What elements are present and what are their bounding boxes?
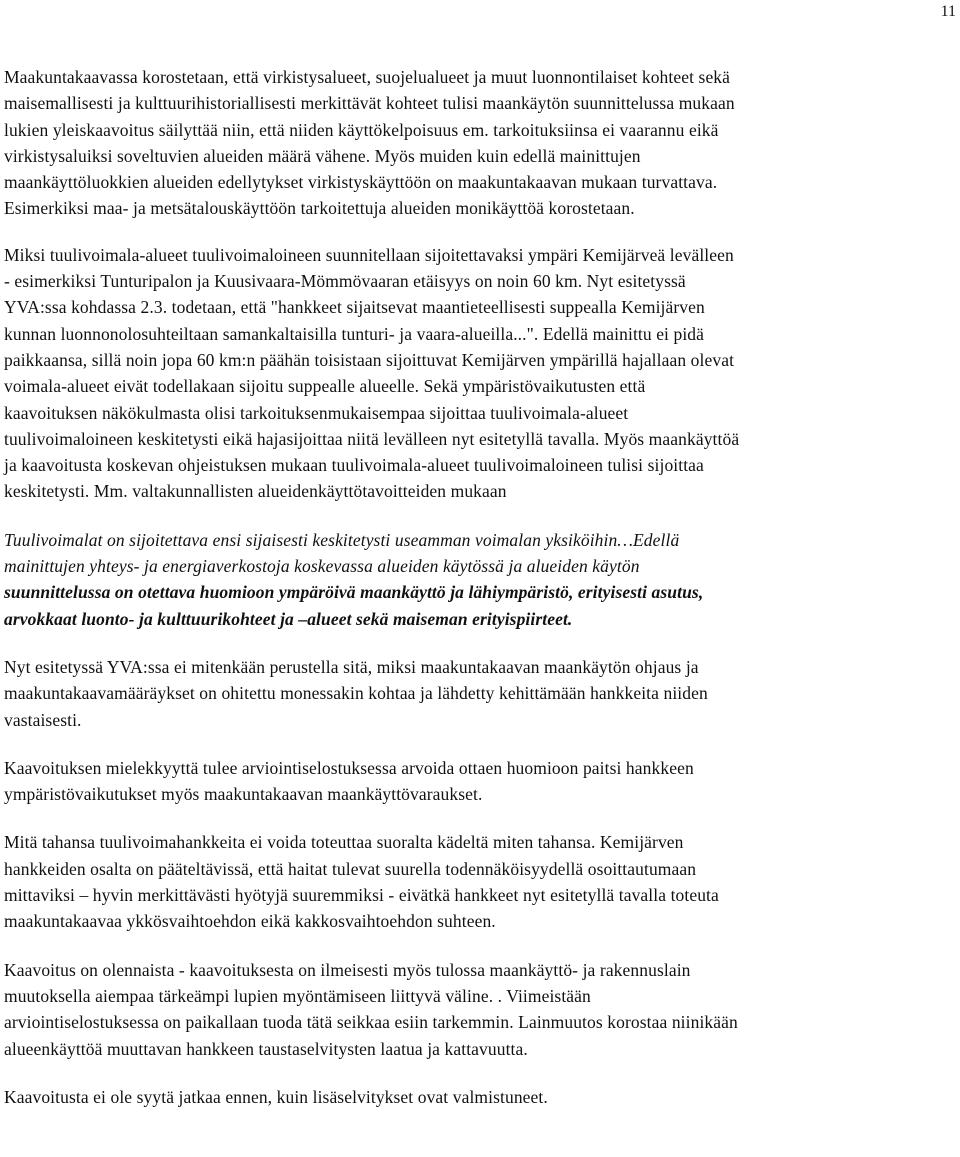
text-line: maankäyttöluokkien alueiden edellytykset virkistyskäyttöön on maakuntakaavan mukaan turvattava. <box>4 172 718 193</box>
page-number: 11 <box>940 3 956 20</box>
quote-line: Tuulivoimalat on sijoitettava ensi sijaisesti keskitetysti useamman voimalan yksiköihin…Edellä <box>4 529 680 550</box>
text-line: paikkaansa, sillä noin jopa 60 km:n päähän toisistaan sijoittuvat Kemijärven ympärillä hajallaan olevat <box>4 349 735 370</box>
paragraph-yva-perustelut <box>4 654 954 733</box>
text-line: tuulivoimaloineen keskitetysti eikä hajasijoittaa niitä levälleen nyt esitetyllä tavalla. Myös maankäyttöä <box>4 428 740 449</box>
text-line: voimala-alueet eivät todellakaan sijoitu suppealle alueelle. Sekä ympäristövaikutusten että <box>4 376 646 397</box>
quote-emphasis-line: arvokkaat luonto- ja kulttuurikohteet ja –alueet sekä maiseman erityispiirteet. <box>4 608 573 629</box>
paragraph-kaavoituksen-mielekkyys <box>4 755 954 808</box>
document-body <box>4 64 954 1132</box>
text-line: kunnan luonnonolosuhteiltaan samankaltaisilla tunturi- ja vaara-alueilla...". Edellä mainittu ei pidä <box>4 323 705 344</box>
paragraph-johtopaatos <box>4 1084 954 1110</box>
paragraph-haitat <box>4 829 954 934</box>
text-line: Kaavoituksen mielekkyyttä tulee arviointiselostuksessa arvoida ottaen huomioon paitsi hankkeen <box>4 757 694 778</box>
text-line: mittaviksi – hyvin merkittävästi hyötyjä suuremmiksi - eivätkä hankkeet nyt esitetyllä tavalla toteuta <box>4 885 719 906</box>
block-quote-valtakunnalliset-tavoitteet <box>4 527 954 632</box>
text-line: maisemallisesti ja kulttuurihistoriallisesti merkittävät kohteet tulisi maankäytön suunnittelussa mukaan <box>4 93 735 114</box>
text-line: virkistysaluiksi soveltuvien alueiden määrä vähene. Myös muiden kuin edellä mainittujen <box>4 145 641 166</box>
text-line: lukien yleiskaavoitus säilyttää niin, että niiden käyttökelpoisuus em. tarkoituksiinsa ei vaarannu eikä <box>4 119 719 140</box>
text-line: vastaisesti. <box>4 709 82 730</box>
text-line: muutoksella aiempaa tärkeämpi lupien myöntämiseen liittyvä väline. . Viimeistään <box>4 985 591 1006</box>
text-line: keskitetysti. Mm. valtakunnallisten alueidenkäyttötavoitteiden mukaan <box>4 481 507 502</box>
text-line: maakuntakaavamääräykset on ohitettu monessakin kohtaa ja lähdetty kehittämään hankkeita niiden <box>4 683 708 704</box>
text-line: maakuntakaavaa ykkösvaihtoehdon eikä kakkosvaihtoehdon suhteen. <box>4 911 496 932</box>
paragraph-maakuntakaava <box>4 64 954 222</box>
text-line: - esimerkiksi Tunturipalon ja Kuusivaara-Mömmövaaran etäisyys on noin 60 km. Nyt esitetyssä <box>4 271 686 292</box>
paragraph-tuulivoimala-sijoitus <box>4 242 954 505</box>
text-line: alueenkäyttöä muuttavan hankkeen taustaselvitysten laatua ja kattavuutta. <box>4 1038 528 1059</box>
text-line: kaavoituksen näkökulmasta olisi tarkoituksenmukaisempaa sijoittaa tuulivoimala-alueet <box>4 402 629 423</box>
text-line: YVA:ssa kohdassa 2.3. todetaan, että "hankkeet sijaitsevat maantieteellisesti suppealla Kemijärven <box>4 297 705 318</box>
text-line: Kaavoitus on olennaista - kaavoituksesta on ilmeisesti myös tulossa maankäyttö- ja rakennuslain <box>4 959 691 980</box>
text-line: Miksi tuulivoimala-alueet tuulivoimaloineen suunnitellaan sijoitettavaksi ympäri Kemijärveä levälleen <box>4 244 734 265</box>
text-line: Nyt esitetyssä YVA:ssa ei mitenkään perustella sitä, miksi maakuntakaavan maankäytön ohjaus ja <box>4 656 699 677</box>
text-line: ympäristövaikutukset myös maakuntakaavan maankäyttövaraukset. <box>4 784 483 805</box>
text-line: Esimerkiksi maa- ja metsätalouskäyttöön tarkoitettuja alueiden monikäyttöä korostetaan. <box>4 198 635 219</box>
quote-emphasis-line: suunnittelussa on otettava huomioon ympäröivä maankäyttö ja lähiympäristö, erityisesti asutus, <box>4 582 704 603</box>
quote-line: mainittujen yhteys- ja energiaverkostoja koskevassa alueiden käytössä ja alueiden käytön <box>4 556 640 577</box>
text-line: arviointiselostuksessa on paikallaan tuoda tätä seikkaa esiin tarkemmin. Lainmuutos korostaa niinikään <box>4 1012 738 1033</box>
text-line: ja kaavoitusta koskevan ohjeistuksen mukaan tuulivoimala-alueet tuulivoimaloineen tulisi sijoittaa <box>4 455 704 476</box>
text-line: Maakuntakaavassa korostetaan, että virkistysalueet, suojelualueet ja muut luonnontilaiset kohteet sekä <box>4 67 731 87</box>
text-line: Kaavoitusta ei ole syytä jatkaa ennen, kuin lisäselvitykset ovat valmistuneet. <box>4 1086 548 1107</box>
text-line: Mitä tahansa tuulivoimahankkeita ei voida toteuttaa suoralta kädeltä miten tahansa. Kemijärven <box>4 832 684 853</box>
text-line: hankkeiden osalta on pääteltävissä, että haitat tulevat suurella todennäköisyydellä osoittautumaan <box>4 858 697 879</box>
paragraph-kaavoitus-olennaista <box>4 957 954 1062</box>
